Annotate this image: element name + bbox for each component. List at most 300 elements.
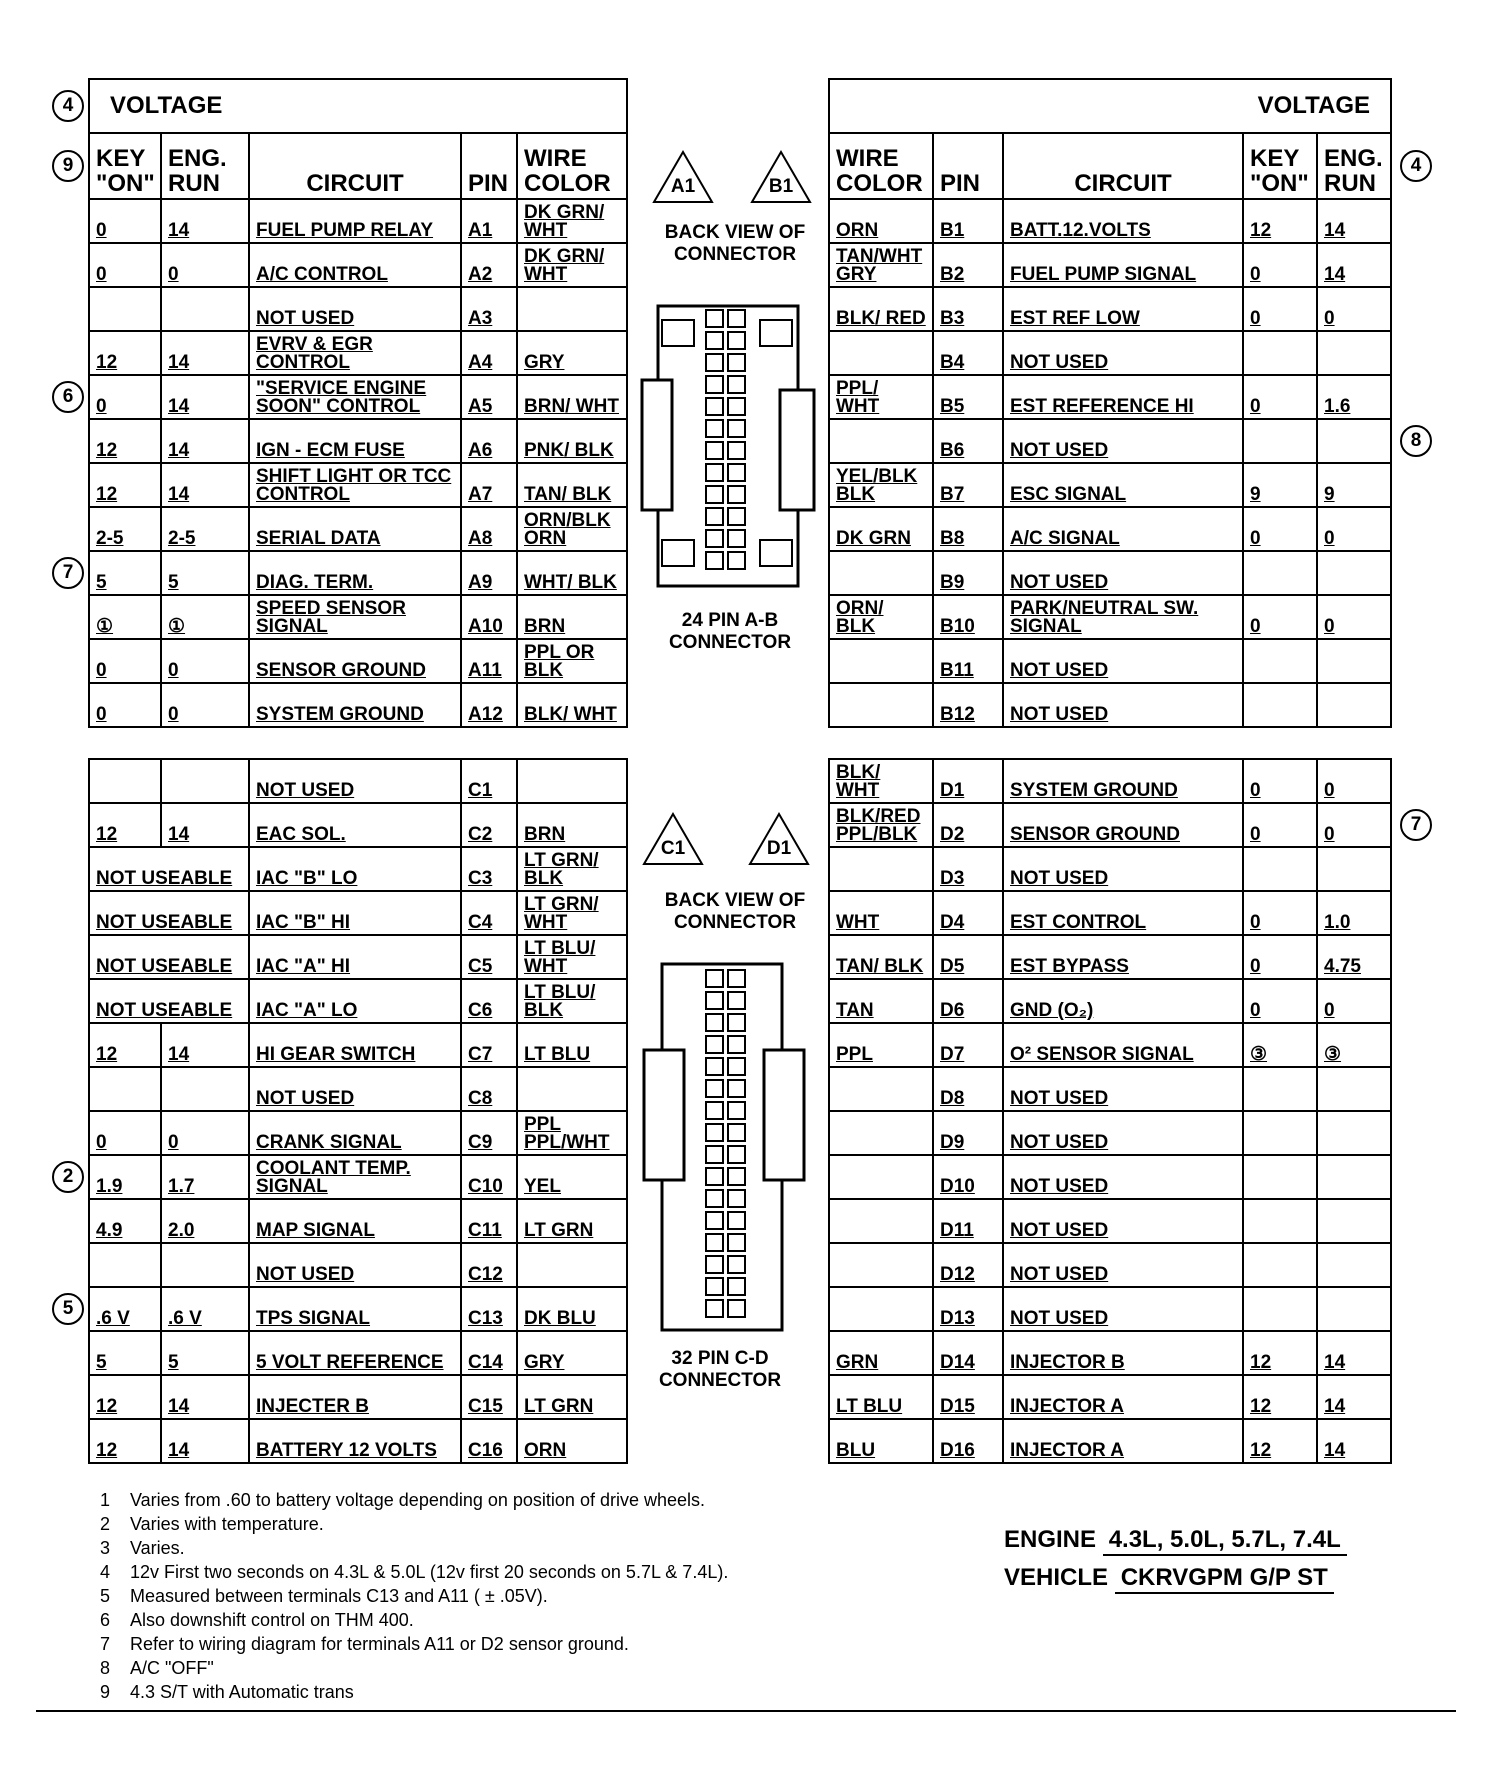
cell-pin: B12 [933, 683, 1003, 727]
cell-key: 0 [1243, 595, 1317, 639]
cell-pin: C8 [461, 1067, 517, 1111]
table-d-row [829, 759, 1391, 803]
connector-pin [706, 1080, 723, 1097]
cell-eng: 0 [1317, 803, 1391, 847]
cell-wire [517, 287, 627, 331]
cell-pin: C11 [461, 1199, 517, 1243]
cell-circuit: "SERVICE ENGINE SOON" CONTROL [249, 375, 461, 419]
cell-key [1243, 419, 1317, 463]
cell-eng [1317, 639, 1391, 683]
cell-wire [829, 331, 933, 375]
cell-circuit: NOT USED [1003, 1287, 1243, 1331]
connector-pin [728, 508, 745, 525]
cell-key: 12 [89, 331, 161, 375]
table-d-row [829, 1331, 1391, 1375]
cell-eng: 1.6 [1317, 375, 1391, 419]
cell-circuit: NOT USED [1003, 639, 1243, 683]
cell-key: 0 [1243, 375, 1317, 419]
cell-eng: 0 [1317, 287, 1391, 331]
cell-eng: 1.7 [161, 1155, 249, 1199]
table-c-row [89, 1243, 627, 1287]
table-d-row [829, 1111, 1391, 1155]
cell-pin: C5 [461, 935, 517, 979]
connector-pin [728, 310, 745, 327]
connector-pin [706, 992, 723, 1009]
cell-pin: B5 [933, 375, 1003, 419]
cell-wire: PPL/ WHT [829, 375, 933, 419]
cell-key [1243, 551, 1317, 595]
cell-wire: BLK/ WHT [829, 759, 933, 803]
cell-key: 0 [1243, 507, 1317, 551]
table-a-row [89, 419, 627, 463]
circuit-header-right: CIRCUIT [1003, 133, 1243, 199]
table-c-row [89, 1023, 627, 1067]
cell-wire [829, 1111, 933, 1155]
cell-eng [1317, 419, 1391, 463]
table-a-row [89, 331, 627, 375]
cell-pin: A6 [461, 419, 517, 463]
cell-eng: 0 [161, 683, 249, 727]
cell-eng [1317, 847, 1391, 891]
cell-eng [1317, 1287, 1391, 1331]
cell-circuit: NOT USED [1003, 847, 1243, 891]
cell-pin: A8 [461, 507, 517, 551]
connector-pin [706, 442, 723, 459]
cell-wire: LT BLU/ BLK [517, 979, 627, 1023]
cell-wire: ORN/BLK ORN [517, 507, 627, 551]
cell-eng: 2.0 [161, 1199, 249, 1243]
table-c-row [89, 847, 627, 891]
table-a-pins [88, 78, 628, 728]
cell-pin: A11 [461, 639, 517, 683]
cell-eng [1317, 551, 1391, 595]
table-a-row [89, 463, 627, 507]
connector-cd-body-icon [640, 960, 820, 1340]
cell-wire: BLK/ RED [829, 287, 933, 331]
footnote-marker: 2 [52, 1161, 84, 1193]
cell-eng: 5 [161, 551, 249, 595]
cell-pin: D13 [933, 1287, 1003, 1331]
circuit-header: CIRCUIT [249, 133, 461, 199]
cell-key [1243, 331, 1317, 375]
cell-wire: YEL/BLK BLK [829, 463, 933, 507]
cell-pin: D8 [933, 1067, 1003, 1111]
cell-wire [829, 1243, 933, 1287]
cell-circuit: 5 VOLT REFERENCE [249, 1331, 461, 1375]
cell-key [1243, 1067, 1317, 1111]
connector-pin [706, 376, 723, 393]
cell-pin: C15 [461, 1375, 517, 1419]
pin-header: PIN [461, 133, 517, 199]
cell-wire: TAN [829, 979, 933, 1023]
cell-wire [829, 419, 933, 463]
cell-circuit: INJECTOR A [1003, 1375, 1243, 1419]
cell-eng: ① [161, 595, 249, 639]
cell-wire: LT BLU [517, 1023, 627, 1067]
cell-circuit: COOLANT TEMP. SIGNAL [249, 1155, 461, 1199]
cell-eng: 0 [161, 243, 249, 287]
cell-wire: ORN [829, 199, 933, 243]
cell-wire [829, 551, 933, 595]
cell-wire: LT GRN [517, 1375, 627, 1419]
table-b-row [829, 199, 1391, 243]
cell-wire: DK GRN/ WHT [517, 243, 627, 287]
cell-key: ③ [1243, 1023, 1317, 1067]
connector-pin [728, 1146, 745, 1163]
cell-pin: D7 [933, 1023, 1003, 1067]
table-d-row [829, 1243, 1391, 1287]
cell-circuit: SENSOR GROUND [249, 639, 461, 683]
cell-pin: B10 [933, 595, 1003, 639]
cell-pin: D4 [933, 891, 1003, 935]
cell-circuit: EST REF LOW [1003, 287, 1243, 331]
cell-circuit: O² SENSOR SIGNAL [1003, 1023, 1243, 1067]
connector-pin [706, 1278, 723, 1295]
cell-wire: GRY [517, 331, 627, 375]
cell-wire: BRN/ WHT [517, 375, 627, 419]
connector-pin [706, 1234, 723, 1251]
cell-wire [829, 1199, 933, 1243]
connector-pin [728, 1080, 745, 1097]
cell-eng: 14 [161, 463, 249, 507]
cell-key: 1.9 [89, 1155, 161, 1199]
cell-circuit: BATTERY 12 VOLTS [249, 1419, 461, 1463]
footnote-marker: 8 [1400, 425, 1432, 457]
cell-circuit: IGN - ECM FUSE [249, 419, 461, 463]
connector-pin [728, 552, 745, 569]
cell-wire: WHT [829, 891, 933, 935]
cell-wire [829, 1287, 933, 1331]
cell-key: 12 [89, 1023, 161, 1067]
cell-pin: B7 [933, 463, 1003, 507]
cell-eng [1317, 1243, 1391, 1287]
cell-pin: D6 [933, 979, 1003, 1023]
cell-circuit: SERIAL DATA [249, 507, 461, 551]
table-b-row [829, 551, 1391, 595]
cell-key: 0 [89, 375, 161, 419]
cell-pin: A1 [461, 199, 517, 243]
table-d-row [829, 847, 1391, 891]
cell-wire [829, 1155, 933, 1199]
cell-key: 0 [89, 639, 161, 683]
cell-wire: PPL PPL/WHT [517, 1111, 627, 1155]
connector-pin [706, 1168, 723, 1185]
wire-color-header: WIRE COLOR [517, 133, 627, 199]
table-a-row [89, 287, 627, 331]
key-on-header-right: KEY "ON" [1243, 133, 1317, 199]
cell-eng: 2-5 [161, 507, 249, 551]
connector-pin [728, 332, 745, 349]
cell-pin: C13 [461, 1287, 517, 1331]
connector-pin [728, 1058, 745, 1075]
cell-circuit: SYSTEM GROUND [1003, 759, 1243, 803]
table-d-row [829, 1375, 1391, 1419]
cell-key [1243, 683, 1317, 727]
engine-line [1004, 1526, 1347, 1556]
connector-pin [706, 970, 723, 987]
cell-key: .6 V [89, 1287, 161, 1331]
cell-wire: BLK/RED PPL/BLK [829, 803, 933, 847]
cell-wire: YEL [517, 1155, 627, 1199]
connector-pin [728, 1168, 745, 1185]
cell-key [89, 287, 161, 331]
table-b-row [829, 639, 1391, 683]
cell-circuit: INJECTER B [249, 1375, 461, 1419]
connector-pin [728, 1124, 745, 1141]
cell-key [1243, 1155, 1317, 1199]
cell-key: 4.9 [89, 1199, 161, 1243]
cell-circuit: SYSTEM GROUND [249, 683, 461, 727]
footnote-item: 8 A/C "OFF" [100, 1658, 214, 1678]
cell-key: 0 [1243, 759, 1317, 803]
cell-circuit: NOT USED [1003, 1155, 1243, 1199]
table-c-row [89, 979, 627, 1023]
cell-wire [829, 847, 933, 891]
cell-circuit: ESC SIGNAL [1003, 463, 1243, 507]
cell-eng: 0 [1317, 507, 1391, 551]
cell-wire [517, 759, 627, 803]
cell-pin: A4 [461, 331, 517, 375]
cell-key: NOT USEABLE [89, 935, 249, 979]
connector-pin [706, 1146, 723, 1163]
connector-pin [706, 398, 723, 415]
cell-eng: 0 [1317, 759, 1391, 803]
connector-pin [706, 354, 723, 371]
footnote-item: 9 4.3 S/T with Automatic trans [100, 1682, 354, 1702]
connector-pin [706, 310, 723, 327]
cell-circuit: EST REFERENCE HI [1003, 375, 1243, 419]
cell-pin: D11 [933, 1199, 1003, 1243]
cell-key: 12 [89, 419, 161, 463]
table-a-row [89, 683, 627, 727]
cell-wire [829, 683, 933, 727]
connector-ab-body-icon [640, 290, 820, 600]
cell-wire: LT BLU [829, 1375, 933, 1419]
key-on-header: KEY "ON" [89, 133, 161, 199]
cell-eng: 14 [161, 1419, 249, 1463]
table-b-row [829, 595, 1391, 639]
cell-circuit: TPS SIGNAL [249, 1287, 461, 1331]
table-a-row [89, 199, 627, 243]
table-c-row [89, 1111, 627, 1155]
table-d-row [829, 1155, 1391, 1199]
cell-pin: A7 [461, 463, 517, 507]
connector-pin [706, 464, 723, 481]
table-b-row [829, 507, 1391, 551]
cell-circuit: IAC "B" LO [249, 847, 461, 891]
cell-circuit: NOT USED [249, 759, 461, 803]
footnote-marker: 7 [1400, 809, 1432, 841]
cell-wire: LT GRN/ BLK [517, 847, 627, 891]
cell-pin: B8 [933, 507, 1003, 551]
table-d-row [829, 1023, 1391, 1067]
cell-key: 0 [89, 683, 161, 727]
cell-key: 5 [89, 551, 161, 595]
connector-pin [706, 1212, 723, 1229]
table-b-row [829, 463, 1391, 507]
table-a-row [89, 375, 627, 419]
cell-wire: TAN/ BLK [829, 935, 933, 979]
cell-key: ① [89, 595, 161, 639]
connector-pin [706, 552, 723, 569]
cell-pin: C3 [461, 847, 517, 891]
voltage-header: VOLTAGE [89, 79, 627, 133]
table-b-row [829, 287, 1391, 331]
table-b-row [829, 243, 1391, 287]
connector-pin [728, 464, 745, 481]
cell-eng: 14 [161, 1375, 249, 1419]
cell-key: 12 [1243, 1331, 1317, 1375]
cell-key: 0 [89, 243, 161, 287]
cell-circuit: MAP SIGNAL [249, 1199, 461, 1243]
table-b-row [829, 331, 1391, 375]
cell-eng: 0 [1317, 979, 1391, 1023]
footnote-item: 3 Varies. [100, 1538, 185, 1558]
cell-key: 9 [1243, 463, 1317, 507]
cell-key [1243, 1287, 1317, 1331]
connector-pin [728, 442, 745, 459]
cell-pin: C14 [461, 1331, 517, 1375]
table-d-row [829, 1419, 1391, 1463]
table-c-row [89, 803, 627, 847]
table-d-pins [828, 758, 1392, 1464]
cell-pin: C10 [461, 1155, 517, 1199]
cell-eng: 1.0 [1317, 891, 1391, 935]
cell-key: 5 [89, 1331, 161, 1375]
table-c-row [89, 759, 627, 803]
cell-circuit: BATT.12.VOLTS [1003, 199, 1243, 243]
cell-key [1243, 1243, 1317, 1287]
connector-pin [706, 1102, 723, 1119]
table-a-row [89, 551, 627, 595]
cell-circuit: NOT USED [1003, 1199, 1243, 1243]
connector-cd-label: 32 PIN C-D CONNECTOR [658, 1348, 782, 1391]
cell-pin: B1 [933, 199, 1003, 243]
cell-eng: 14 [1317, 243, 1391, 287]
cell-wire: ORN/ BLK [829, 595, 933, 639]
cell-circuit: NOT USED [249, 1067, 461, 1111]
cell-circuit: EST BYPASS [1003, 935, 1243, 979]
cell-circuit: IAC "B" HI [249, 891, 461, 935]
cell-circuit: GND (O₂) [1003, 979, 1243, 1023]
cell-eng: 14 [1317, 199, 1391, 243]
table-c-row [89, 1375, 627, 1419]
cell-wire: WHT/ BLK [517, 551, 627, 595]
cell-circuit: INJECTOR A [1003, 1419, 1243, 1463]
table-d-row [829, 891, 1391, 935]
cell-eng [161, 1067, 249, 1111]
cell-key: NOT USEABLE [89, 891, 249, 935]
cell-eng [1317, 1155, 1391, 1199]
connector-pin [706, 486, 723, 503]
table-c-row [89, 891, 627, 935]
cell-key: 0 [1243, 891, 1317, 935]
cell-eng [1317, 331, 1391, 375]
tri-d1-label: D1 [766, 838, 792, 859]
footnote-marker: 4 [1400, 150, 1432, 182]
connector-pin [728, 1036, 745, 1053]
cell-wire [517, 1067, 627, 1111]
cell-pin: C7 [461, 1023, 517, 1067]
cell-circuit: SENSOR GROUND [1003, 803, 1243, 847]
cell-eng: 14 [1317, 1375, 1391, 1419]
cell-wire: DK BLU [517, 1287, 627, 1331]
cell-key: 2-5 [89, 507, 161, 551]
connector-pin [728, 1212, 745, 1229]
cell-pin: C16 [461, 1419, 517, 1463]
connector-pin [728, 992, 745, 1009]
cell-key: 12 [1243, 199, 1317, 243]
voltage-header-right: VOLTAGE [829, 79, 1391, 133]
connector-pin [706, 1124, 723, 1141]
table-c-row [89, 935, 627, 979]
footnote-marker: 9 [52, 150, 84, 182]
cell-key: 0 [1243, 935, 1317, 979]
connector-pin [728, 970, 745, 987]
cell-wire [829, 639, 933, 683]
vehicle-value: CKRVGPM G/P ST [1115, 1564, 1334, 1594]
table-c-row [89, 1331, 627, 1375]
cell-eng [161, 287, 249, 331]
cell-pin: D1 [933, 759, 1003, 803]
cell-circuit: FUEL PUMP RELAY [249, 199, 461, 243]
cell-circuit: EVRV & EGR CONTROL [249, 331, 461, 375]
cell-pin: C9 [461, 1111, 517, 1155]
cell-key: 0 [1243, 243, 1317, 287]
cell-circuit: EAC SOL. [249, 803, 461, 847]
table-c-row [89, 1155, 627, 1199]
cell-wire [517, 1243, 627, 1287]
cell-key: 0 [1243, 979, 1317, 1023]
cell-pin: B2 [933, 243, 1003, 287]
cell-key: 12 [89, 463, 161, 507]
cell-pin: D15 [933, 1375, 1003, 1419]
cell-pin: D14 [933, 1331, 1003, 1375]
back-view-label-cd: BACK VIEW OF CONNECTOR [664, 890, 806, 933]
cell-eng: 0 [161, 639, 249, 683]
connector-pin [728, 398, 745, 415]
cell-circuit: NOT USED [1003, 331, 1243, 375]
table-a-row [89, 595, 627, 639]
cell-eng: 14 [161, 331, 249, 375]
cell-circuit: SPEED SENSOR SIGNAL [249, 595, 461, 639]
table-c-row [89, 1419, 627, 1463]
cell-pin: B11 [933, 639, 1003, 683]
connector-pin [706, 1036, 723, 1053]
connector-pin [728, 1234, 745, 1251]
table-c-row [89, 1287, 627, 1331]
cell-wire: LT GRN [517, 1199, 627, 1243]
cell-wire: PPL OR BLK [517, 639, 627, 683]
cell-wire: BLK/ WHT [517, 683, 627, 727]
connector-pin [706, 530, 723, 547]
cell-eng [1317, 683, 1391, 727]
cell-eng [161, 1243, 249, 1287]
connector-pin [728, 486, 745, 503]
connector-pin [728, 420, 745, 437]
cell-eng [161, 759, 249, 803]
cell-wire: DK GRN [829, 507, 933, 551]
cell-wire [829, 1067, 933, 1111]
connector-pin [706, 1256, 723, 1273]
bottom-rule [36, 1710, 1456, 1712]
cell-key [1243, 1199, 1317, 1243]
cell-key: 0 [89, 199, 161, 243]
cell-key [89, 759, 161, 803]
cell-key: 12 [89, 803, 161, 847]
cell-eng: ③ [1317, 1023, 1391, 1067]
cell-wire: BRN [517, 803, 627, 847]
